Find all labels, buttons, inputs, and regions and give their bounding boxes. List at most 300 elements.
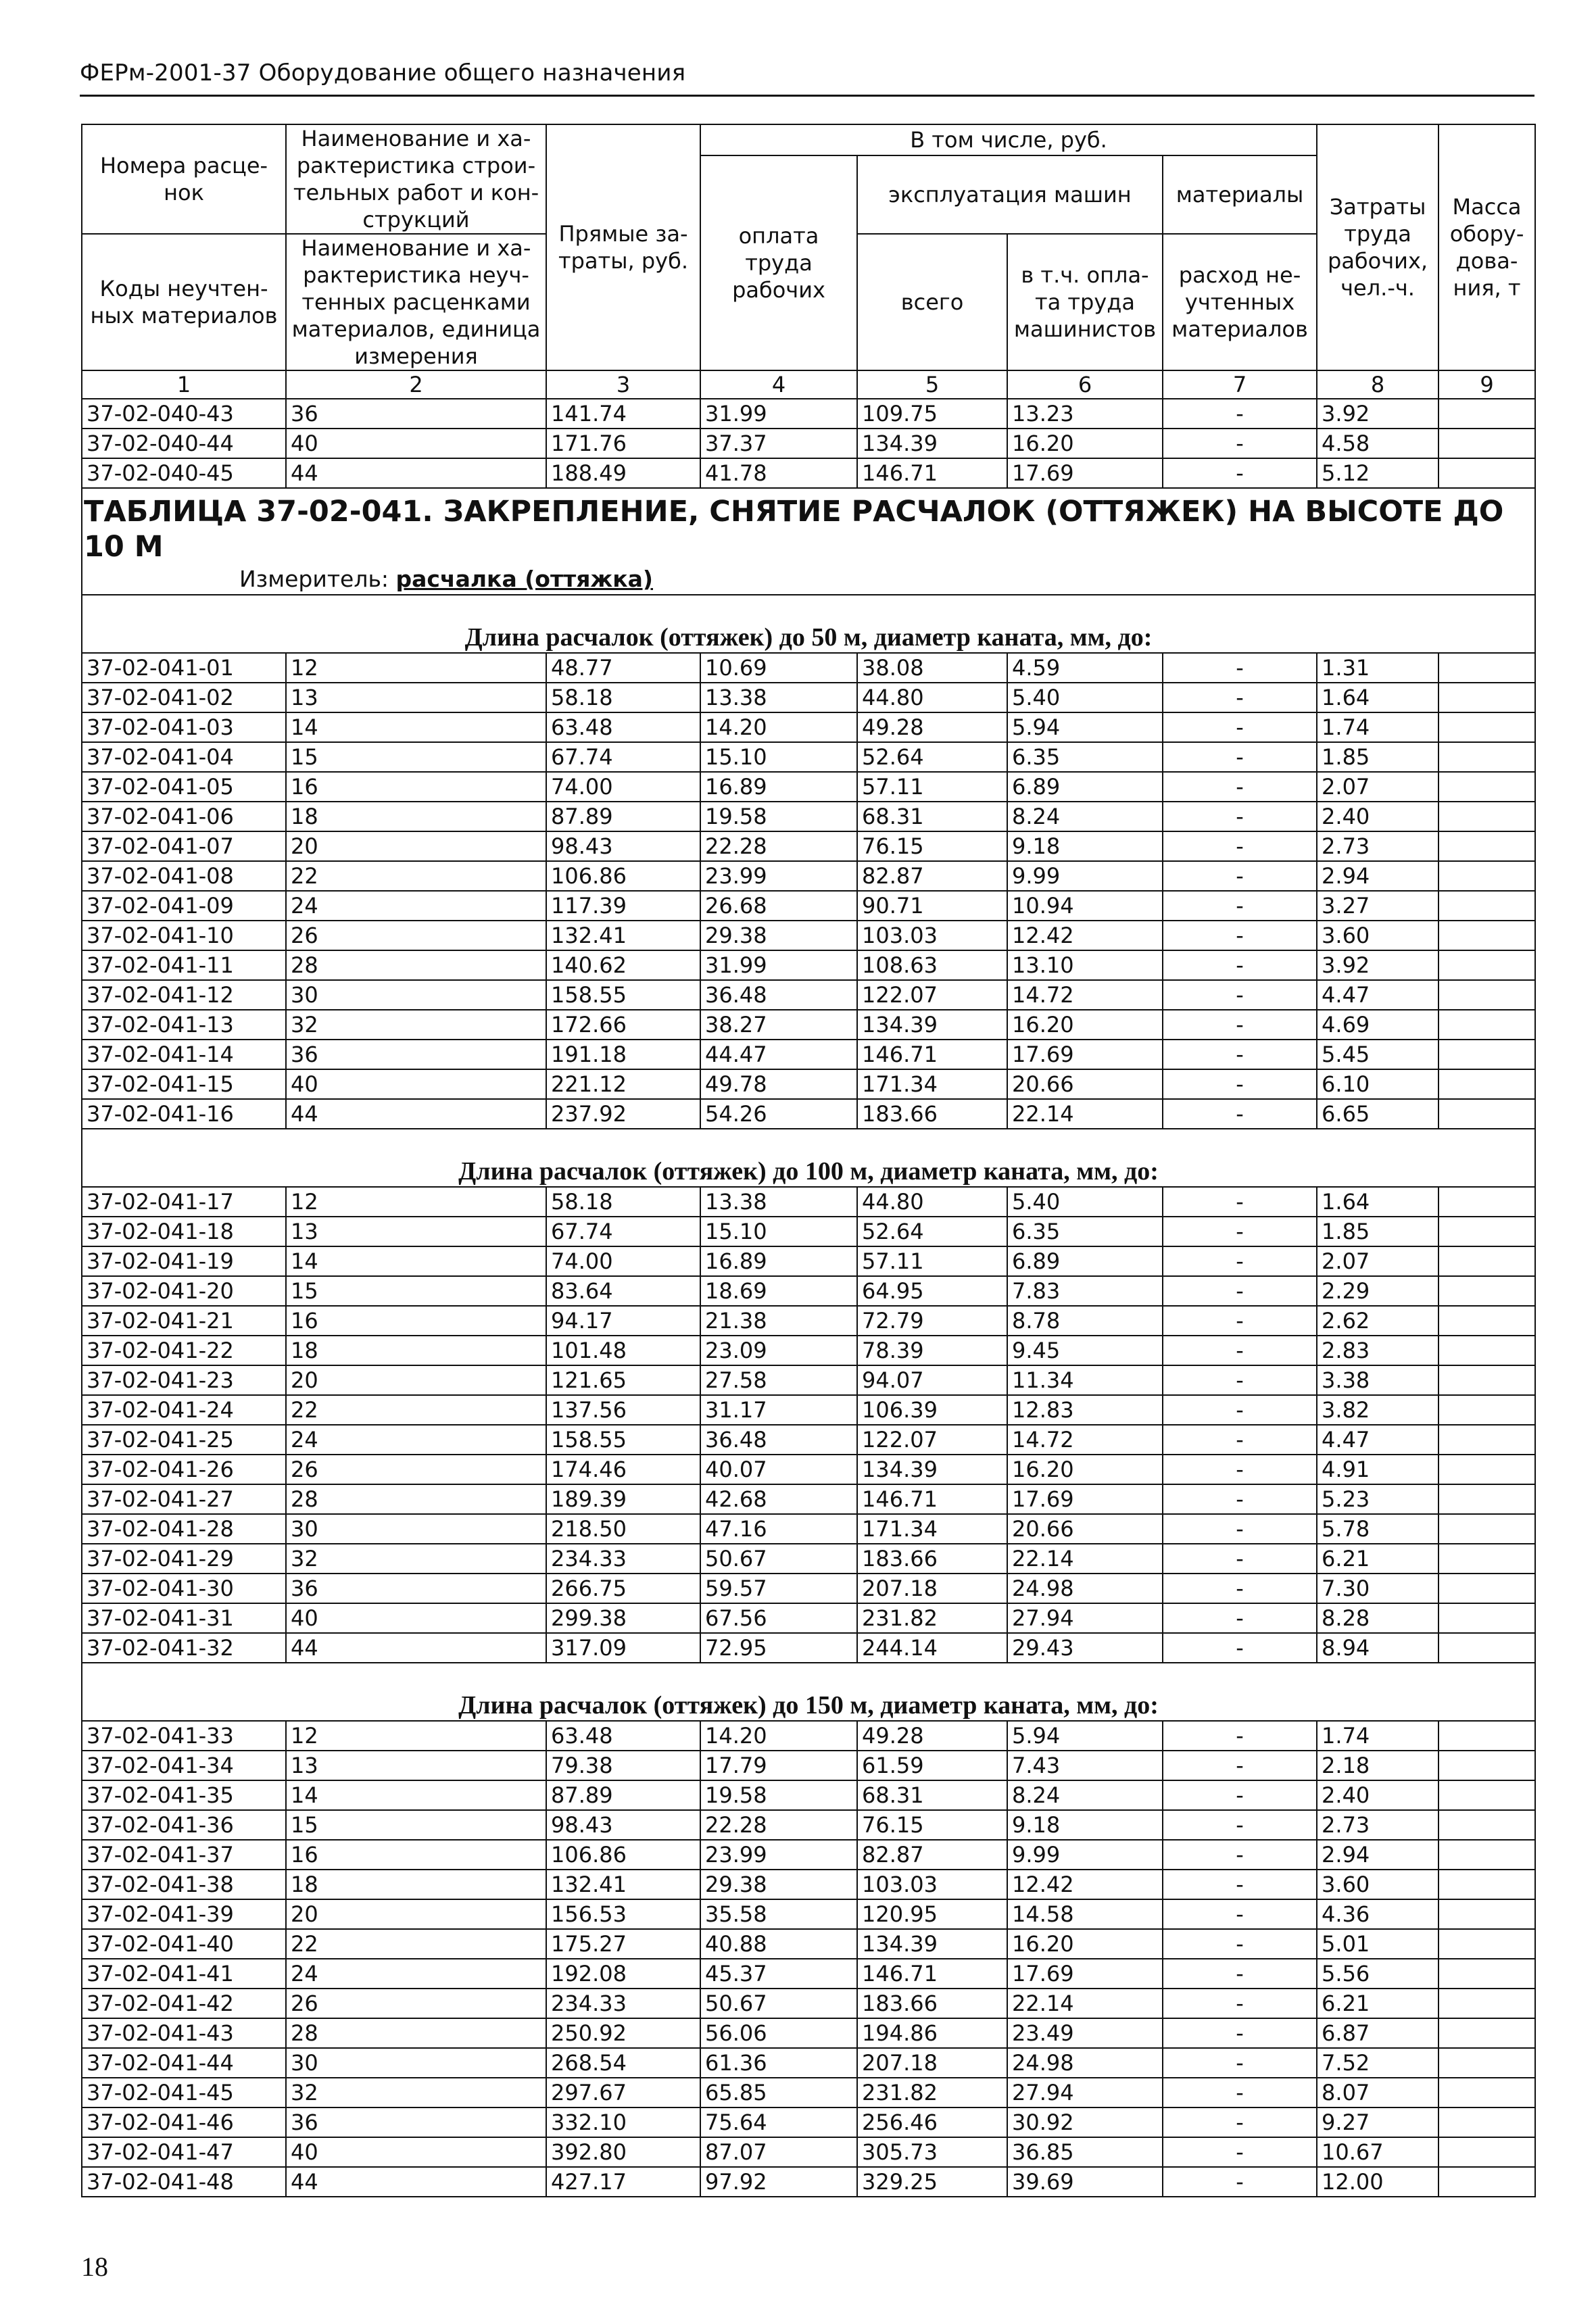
equipment-mass-cell xyxy=(1438,2018,1535,2048)
equipment-mass-cell xyxy=(1438,1365,1535,1395)
column-number: 7 xyxy=(1163,370,1317,399)
table-row xyxy=(82,2167,1535,2197)
labor-hours-cell: 2.73 xyxy=(1317,831,1438,861)
direct-costs-cell: 58.18 xyxy=(546,683,700,712)
machines-operators-pay-cell: 14.72 xyxy=(1007,1425,1163,1455)
labor-pay-cell: 56.06 xyxy=(700,2018,857,2048)
direct-costs-cell: 189.39 xyxy=(546,1484,700,1514)
equipment-mass-cell xyxy=(1438,1395,1535,1425)
rope-diameter-cell: 36 xyxy=(286,399,546,429)
labor-hours-cell: 3.27 xyxy=(1317,891,1438,921)
rate-code-cell: 37-02-041-48 xyxy=(82,2167,286,2197)
table-row xyxy=(82,1276,1535,1306)
rate-code-cell: 37-02-041-09 xyxy=(82,891,286,921)
header-materials: материалы xyxy=(1163,155,1317,234)
table-row xyxy=(82,683,1535,712)
direct-costs-cell: 101.48 xyxy=(546,1336,700,1365)
unaccounted-materials-cell: - xyxy=(1163,1276,1317,1306)
labor-pay-cell: 13.38 xyxy=(700,683,857,712)
column-number: 8 xyxy=(1317,370,1438,399)
machines-operators-pay-cell: 9.45 xyxy=(1007,1336,1163,1365)
direct-costs-cell: 158.55 xyxy=(546,980,700,1010)
machines-operators-pay-cell: 22.14 xyxy=(1007,1544,1163,1574)
table-row xyxy=(82,1395,1535,1425)
machines-total-cell: 72.79 xyxy=(857,1306,1007,1336)
labor-hours-cell: 10.67 xyxy=(1317,2137,1438,2167)
equipment-mass-cell xyxy=(1438,921,1535,950)
rope-diameter-cell: 12 xyxy=(286,1721,546,1751)
section-title-row xyxy=(82,1129,1535,1187)
equipment-mass-cell xyxy=(1438,1929,1535,1959)
machines-total-cell: 183.66 xyxy=(857,1099,1007,1129)
unaccounted-materials-cell: - xyxy=(1163,1010,1317,1040)
labor-pay-cell: 26.68 xyxy=(700,891,857,921)
section-title: Длина расчалок (оттяжек) до 100 м, диаметр каната, мм, до: xyxy=(82,1129,1535,1187)
table-row xyxy=(82,1959,1535,1989)
labor-pay-cell: 37.37 xyxy=(700,429,857,458)
unaccounted-materials-cell: - xyxy=(1163,1603,1317,1633)
table-title-block xyxy=(82,488,1535,595)
table-row xyxy=(82,831,1535,861)
equipment-mass-cell xyxy=(1438,429,1535,458)
labor-pay-cell: 36.48 xyxy=(700,1425,857,1455)
equipment-mass-cell xyxy=(1438,831,1535,861)
machines-total-cell: 134.39 xyxy=(857,1010,1007,1040)
machines-operators-pay-cell: 5.40 xyxy=(1007,683,1163,712)
machines-operators-pay-cell: 17.69 xyxy=(1007,1040,1163,1069)
rate-code-cell: 37-02-040-45 xyxy=(82,458,286,488)
rate-code-cell: 37-02-041-29 xyxy=(82,1544,286,1574)
machines-total-cell: 171.34 xyxy=(857,1069,1007,1099)
labor-hours-cell: 2.83 xyxy=(1317,1336,1438,1365)
machines-total-cell: 171.34 xyxy=(857,1514,1007,1544)
machines-total-cell: 57.11 xyxy=(857,772,1007,802)
equipment-mass-cell xyxy=(1438,1751,1535,1780)
table-row xyxy=(82,2107,1535,2137)
direct-costs-cell: 156.53 xyxy=(546,1899,700,1929)
direct-costs-cell: 79.38 xyxy=(546,1751,700,1780)
machines-total-cell: 122.07 xyxy=(857,1425,1007,1455)
machines-total-cell: 122.07 xyxy=(857,980,1007,1010)
labor-hours-cell: 4.47 xyxy=(1317,1425,1438,1455)
machines-operators-pay-cell: 6.89 xyxy=(1007,1246,1163,1276)
machines-total-cell: 256.46 xyxy=(857,2107,1007,2137)
section-title: Длина расчалок (оттяжек) до 150 м, диаметр каната, мм, до: xyxy=(82,1663,1535,1721)
labor-pay-cell: 75.64 xyxy=(700,2107,857,2137)
labor-pay-cell: 72.95 xyxy=(700,1633,857,1663)
header-name-top: Наименование и ха-рактеристика строи-тельных работ и кон-струкций xyxy=(286,124,546,234)
labor-hours-cell: 4.91 xyxy=(1317,1455,1438,1484)
machines-operators-pay-cell: 22.14 xyxy=(1007,1099,1163,1129)
table-row xyxy=(82,1246,1535,1276)
unaccounted-materials-cell: - xyxy=(1163,1425,1317,1455)
machines-total-cell: 78.39 xyxy=(857,1336,1007,1365)
machines-total-cell: 146.71 xyxy=(857,1040,1007,1069)
equipment-mass-cell xyxy=(1438,1336,1535,1365)
rope-diameter-cell: 22 xyxy=(286,1395,546,1425)
direct-costs-cell: 98.43 xyxy=(546,831,700,861)
unaccounted-materials-cell: - xyxy=(1163,2167,1317,2197)
machines-operators-pay-cell: 6.35 xyxy=(1007,1217,1163,1246)
section-title-row xyxy=(82,595,1535,653)
machines-operators-pay-cell: 22.14 xyxy=(1007,1989,1163,2018)
machines-operators-pay-cell: 8.24 xyxy=(1007,1780,1163,1810)
labor-hours-cell: 5.01 xyxy=(1317,1929,1438,1959)
machines-operators-pay-cell: 17.69 xyxy=(1007,1959,1163,1989)
rate-code-cell: 37-02-041-38 xyxy=(82,1870,286,1899)
labor-hours-cell: 6.65 xyxy=(1317,1099,1438,1129)
rate-code-cell: 37-02-041-21 xyxy=(82,1306,286,1336)
equipment-mass-cell xyxy=(1438,1780,1535,1810)
rope-diameter-cell: 24 xyxy=(286,1959,546,1989)
rate-code-cell: 37-02-041-41 xyxy=(82,1959,286,1989)
rate-code-cell: 37-02-041-42 xyxy=(82,1989,286,2018)
header-rule xyxy=(80,95,1534,97)
rope-diameter-cell: 44 xyxy=(286,2167,546,2197)
rope-diameter-cell: 22 xyxy=(286,861,546,891)
labor-pay-cell: 21.38 xyxy=(700,1306,857,1336)
unaccounted-materials-cell: - xyxy=(1163,2137,1317,2167)
machines-operators-pay-cell: 20.66 xyxy=(1007,1514,1163,1544)
machines-operators-pay-cell: 8.24 xyxy=(1007,802,1163,831)
rope-diameter-cell: 36 xyxy=(286,1040,546,1069)
table-row xyxy=(82,802,1535,831)
rate-code-cell: 37-02-041-24 xyxy=(82,1395,286,1425)
labor-pay-cell: 61.36 xyxy=(700,2048,857,2078)
rate-code-cell: 37-02-041-35 xyxy=(82,1780,286,1810)
equipment-mass-cell xyxy=(1438,2107,1535,2137)
unaccounted-materials-cell: - xyxy=(1163,1899,1317,1929)
machines-total-cell: 44.80 xyxy=(857,683,1007,712)
labor-pay-cell: 10.69 xyxy=(700,653,857,683)
direct-costs-cell: 266.75 xyxy=(546,1574,700,1603)
labor-hours-cell: 3.92 xyxy=(1317,399,1438,429)
table-row xyxy=(82,458,1535,488)
unaccounted-materials-cell: - xyxy=(1163,1069,1317,1099)
rope-diameter-cell: 20 xyxy=(286,1365,546,1395)
rate-code-cell: 37-02-041-32 xyxy=(82,1633,286,1663)
equipment-mass-cell xyxy=(1438,712,1535,742)
machines-total-cell: 103.03 xyxy=(857,1870,1007,1899)
labor-pay-cell: 67.56 xyxy=(700,1603,857,1633)
direct-costs-cell: 83.64 xyxy=(546,1276,700,1306)
machines-total-cell: 94.07 xyxy=(857,1365,1007,1395)
labor-hours-cell: 3.92 xyxy=(1317,950,1438,980)
direct-costs-cell: 106.86 xyxy=(546,1840,700,1870)
machines-operators-pay-cell: 30.92 xyxy=(1007,2107,1163,2137)
labor-hours-cell: 8.28 xyxy=(1317,1603,1438,1633)
unaccounted-materials-cell: - xyxy=(1163,742,1317,772)
rate-code-cell: 37-02-041-33 xyxy=(82,1721,286,1751)
table-row xyxy=(82,861,1535,891)
labor-hours-cell: 4.58 xyxy=(1317,429,1438,458)
machines-total-cell: 244.14 xyxy=(857,1633,1007,1663)
labor-hours-cell: 7.30 xyxy=(1317,1574,1438,1603)
rope-diameter-cell: 14 xyxy=(286,1246,546,1276)
unit-label: Измеритель: xyxy=(239,566,389,592)
labor-pay-cell: 18.69 xyxy=(700,1276,857,1306)
rope-diameter-cell: 32 xyxy=(286,2078,546,2107)
rope-diameter-cell: 40 xyxy=(286,2137,546,2167)
labor-hours-cell: 4.47 xyxy=(1317,980,1438,1010)
labor-pay-cell: 40.88 xyxy=(700,1929,857,1959)
machines-total-cell: 61.59 xyxy=(857,1751,1007,1780)
direct-costs-cell: 392.80 xyxy=(546,2137,700,2167)
equipment-mass-cell xyxy=(1438,980,1535,1010)
machines-operators-pay-cell: 24.98 xyxy=(1007,1574,1163,1603)
column-number: 1 xyxy=(82,370,286,399)
machines-total-cell: 44.80 xyxy=(857,1187,1007,1217)
rate-code-cell: 37-02-041-23 xyxy=(82,1365,286,1395)
table-row xyxy=(82,1187,1535,1217)
machines-total-cell: 183.66 xyxy=(857,1989,1007,2018)
machines-operators-pay-cell: 11.34 xyxy=(1007,1365,1163,1395)
equipment-mass-cell xyxy=(1438,1810,1535,1840)
labor-pay-cell: 19.58 xyxy=(700,1780,857,1810)
unaccounted-materials-cell: - xyxy=(1163,921,1317,950)
equipment-mass-cell xyxy=(1438,2078,1535,2107)
table-row xyxy=(82,950,1535,980)
direct-costs-cell: 63.48 xyxy=(546,712,700,742)
equipment-mass-cell xyxy=(1438,1306,1535,1336)
table-row xyxy=(82,1574,1535,1603)
labor-pay-cell: 16.89 xyxy=(700,1246,857,1276)
labor-pay-cell: 23.09 xyxy=(700,1336,857,1365)
direct-costs-cell: 191.18 xyxy=(546,1040,700,1069)
direct-costs-cell: 171.76 xyxy=(546,429,700,458)
header-name-bottom: Наименование и ха-рактеристика неуч-тенных расценками материалов, единица измерения xyxy=(286,234,546,370)
machines-total-cell: 120.95 xyxy=(857,1899,1007,1929)
equipment-mass-cell xyxy=(1438,1425,1535,1455)
rope-diameter-cell: 28 xyxy=(286,1484,546,1514)
unaccounted-materials-cell: - xyxy=(1163,1306,1317,1336)
labor-pay-cell: 44.47 xyxy=(700,1040,857,1069)
equipment-mass-cell xyxy=(1438,1246,1535,1276)
unaccounted-materials-cell: - xyxy=(1163,861,1317,891)
direct-costs-cell: 67.74 xyxy=(546,742,700,772)
labor-hours-cell: 5.12 xyxy=(1317,458,1438,488)
direct-costs-cell: 63.48 xyxy=(546,1721,700,1751)
direct-costs-cell: 218.50 xyxy=(546,1514,700,1544)
unaccounted-materials-cell: - xyxy=(1163,399,1317,429)
header-codes-bottom: Коды неучтен-ных материалов xyxy=(82,234,286,370)
labor-pay-cell: 29.38 xyxy=(700,921,857,950)
rope-diameter-cell: 28 xyxy=(286,950,546,980)
table-row xyxy=(82,429,1535,458)
unaccounted-materials-cell: - xyxy=(1163,2107,1317,2137)
rate-code-cell: 37-02-041-08 xyxy=(82,861,286,891)
direct-costs-cell: 98.43 xyxy=(546,1810,700,1840)
labor-hours-cell: 5.23 xyxy=(1317,1484,1438,1514)
labor-pay-cell: 59.57 xyxy=(700,1574,857,1603)
table-row xyxy=(82,1217,1535,1246)
labor-hours-cell: 5.78 xyxy=(1317,1514,1438,1544)
header-materials-unaccounted: расход не-учтенных материалов xyxy=(1163,234,1317,370)
direct-costs-cell: 268.54 xyxy=(546,2048,700,2078)
direct-costs-cell: 132.41 xyxy=(546,921,700,950)
labor-hours-cell: 5.45 xyxy=(1317,1040,1438,1069)
table-row xyxy=(82,1899,1535,1929)
direct-costs-cell: 58.18 xyxy=(546,1187,700,1217)
rope-diameter-cell: 44 xyxy=(286,1099,546,1129)
machines-operators-pay-cell: 16.20 xyxy=(1007,1929,1163,1959)
labor-hours-cell: 2.29 xyxy=(1317,1276,1438,1306)
labor-hours-cell: 2.94 xyxy=(1317,861,1438,891)
labor-hours-cell: 1.85 xyxy=(1317,1217,1438,1246)
rope-diameter-cell: 26 xyxy=(286,1455,546,1484)
machines-total-cell: 103.03 xyxy=(857,921,1007,950)
labor-hours-cell: 2.18 xyxy=(1317,1751,1438,1780)
table-row xyxy=(82,1840,1535,1870)
labor-pay-cell: 87.07 xyxy=(700,2137,857,2167)
rope-diameter-cell: 16 xyxy=(286,772,546,802)
machines-total-cell: 134.39 xyxy=(857,1455,1007,1484)
equipment-mass-cell xyxy=(1438,1040,1535,1069)
rate-code-cell: 37-02-041-43 xyxy=(82,2018,286,2048)
table-row xyxy=(82,1425,1535,1455)
rate-code-cell: 37-02-041-36 xyxy=(82,1810,286,1840)
rate-code-cell: 37-02-041-34 xyxy=(82,1751,286,1780)
direct-costs-cell: 299.38 xyxy=(546,1603,700,1633)
direct-costs-cell: 74.00 xyxy=(546,772,700,802)
machines-operators-pay-cell: 9.99 xyxy=(1007,1840,1163,1870)
machines-total-cell: 183.66 xyxy=(857,1544,1007,1574)
direct-costs-cell: 117.39 xyxy=(546,891,700,921)
table-row xyxy=(82,399,1535,429)
machines-operators-pay-cell: 5.94 xyxy=(1007,712,1163,742)
header-machines-operators: в т.ч. опла-та труда машинистов xyxy=(1007,234,1163,370)
labor-pay-cell: 14.20 xyxy=(700,712,857,742)
equipment-mass-cell xyxy=(1438,1721,1535,1751)
unaccounted-materials-cell: - xyxy=(1163,1484,1317,1514)
unaccounted-materials-cell: - xyxy=(1163,1780,1317,1810)
labor-pay-cell: 49.78 xyxy=(700,1069,857,1099)
rate-code-cell: 37-02-041-31 xyxy=(82,1603,286,1633)
direct-costs-cell: 250.92 xyxy=(546,2018,700,2048)
direct-costs-cell: 172.66 xyxy=(546,1010,700,1040)
rope-diameter-cell: 36 xyxy=(286,1574,546,1603)
equipment-mass-cell xyxy=(1438,2048,1535,2078)
rope-diameter-cell: 15 xyxy=(286,1810,546,1840)
rate-code-cell: 37-02-041-04 xyxy=(82,742,286,772)
rate-code-cell: 37-02-041-22 xyxy=(82,1336,286,1365)
table-row xyxy=(82,2048,1535,2078)
machines-operators-pay-cell: 14.58 xyxy=(1007,1899,1163,1929)
machines-operators-pay-cell: 13.10 xyxy=(1007,950,1163,980)
rate-code-cell: 37-02-041-11 xyxy=(82,950,286,980)
direct-costs-cell: 427.17 xyxy=(546,2167,700,2197)
table-row xyxy=(82,1514,1535,1544)
rate-code-cell: 37-02-041-03 xyxy=(82,712,286,742)
direct-costs-cell: 158.55 xyxy=(546,1425,700,1455)
rope-diameter-cell: 18 xyxy=(286,1870,546,1899)
table-row xyxy=(82,1306,1535,1336)
machines-total-cell: 49.28 xyxy=(857,1721,1007,1751)
machines-total-cell: 57.11 xyxy=(857,1246,1007,1276)
unaccounted-materials-cell: - xyxy=(1163,458,1317,488)
labor-pay-cell: 22.28 xyxy=(700,1810,857,1840)
rates-table xyxy=(81,124,1536,2197)
labor-hours-cell: 2.07 xyxy=(1317,1246,1438,1276)
column-number: 9 xyxy=(1438,370,1535,399)
labor-pay-cell: 54.26 xyxy=(700,1099,857,1129)
machines-total-cell: 68.31 xyxy=(857,802,1007,831)
direct-costs-cell: 188.49 xyxy=(546,458,700,488)
rope-diameter-cell: 15 xyxy=(286,1276,546,1306)
equipment-mass-cell xyxy=(1438,399,1535,429)
direct-costs-cell: 332.10 xyxy=(546,2107,700,2137)
unaccounted-materials-cell: - xyxy=(1163,429,1317,458)
unaccounted-materials-cell: - xyxy=(1163,1721,1317,1751)
rate-code-cell: 37-02-041-02 xyxy=(82,683,286,712)
measurement-unit xyxy=(82,564,1534,594)
table-row xyxy=(82,2078,1535,2107)
table-row xyxy=(82,772,1535,802)
labor-hours-cell: 4.69 xyxy=(1317,1010,1438,1040)
rope-diameter-cell: 40 xyxy=(286,1603,546,1633)
labor-hours-cell: 2.07 xyxy=(1317,772,1438,802)
direct-costs-cell: 94.17 xyxy=(546,1306,700,1336)
rope-diameter-cell: 14 xyxy=(286,712,546,742)
unaccounted-materials-cell: - xyxy=(1163,980,1317,1010)
rate-code-cell: 37-02-041-37 xyxy=(82,1840,286,1870)
rate-code-cell: 37-02-041-13 xyxy=(82,1010,286,1040)
unaccounted-materials-cell: - xyxy=(1163,2048,1317,2078)
rope-diameter-cell: 44 xyxy=(286,1633,546,1663)
machines-operators-pay-cell: 20.66 xyxy=(1007,1069,1163,1099)
labor-hours-cell: 7.52 xyxy=(1317,2048,1438,2078)
labor-pay-cell: 50.67 xyxy=(700,1544,857,1574)
machines-total-cell: 68.31 xyxy=(857,1780,1007,1810)
table-row xyxy=(82,712,1535,742)
page-number: 18 xyxy=(81,2251,108,2282)
rope-diameter-cell: 44 xyxy=(286,458,546,488)
rope-diameter-cell: 15 xyxy=(286,742,546,772)
table-row xyxy=(82,1929,1535,1959)
table-row xyxy=(82,2137,1535,2167)
table-row xyxy=(82,1751,1535,1780)
rate-code-cell: 37-02-041-18 xyxy=(82,1217,286,1246)
rope-diameter-cell: 24 xyxy=(286,891,546,921)
labor-hours-cell: 3.82 xyxy=(1317,1395,1438,1425)
header-labor-pay: оплата труда рабочих xyxy=(700,155,857,370)
equipment-mass-cell xyxy=(1438,653,1535,683)
labor-pay-cell: 45.37 xyxy=(700,1959,857,1989)
header-direct-costs: Прямые за-траты, руб. xyxy=(546,124,700,370)
table-row xyxy=(82,921,1535,950)
machines-operators-pay-cell: 29.43 xyxy=(1007,1633,1163,1663)
direct-costs-cell: 221.12 xyxy=(546,1069,700,1099)
rope-diameter-cell: 30 xyxy=(286,2048,546,2078)
machines-total-cell: 146.71 xyxy=(857,1959,1007,1989)
table-row xyxy=(82,742,1535,772)
labor-hours-cell: 3.60 xyxy=(1317,1870,1438,1899)
machines-total-cell: 49.28 xyxy=(857,712,1007,742)
header-equipment-mass: Масса обору-дова-ния, т xyxy=(1438,124,1535,370)
unaccounted-materials-cell: - xyxy=(1163,891,1317,921)
labor-hours-cell: 1.64 xyxy=(1317,683,1438,712)
unaccounted-materials-cell: - xyxy=(1163,831,1317,861)
equipment-mass-cell xyxy=(1438,1514,1535,1544)
machines-total-cell: 106.39 xyxy=(857,1395,1007,1425)
column-number: 2 xyxy=(286,370,546,399)
machines-operators-pay-cell: 36.85 xyxy=(1007,2137,1163,2167)
rope-diameter-cell: 12 xyxy=(286,653,546,683)
labor-pay-cell: 27.58 xyxy=(700,1365,857,1395)
unaccounted-materials-cell: - xyxy=(1163,772,1317,802)
rate-code-cell: 37-02-041-46 xyxy=(82,2107,286,2137)
machines-total-cell: 207.18 xyxy=(857,2048,1007,2078)
